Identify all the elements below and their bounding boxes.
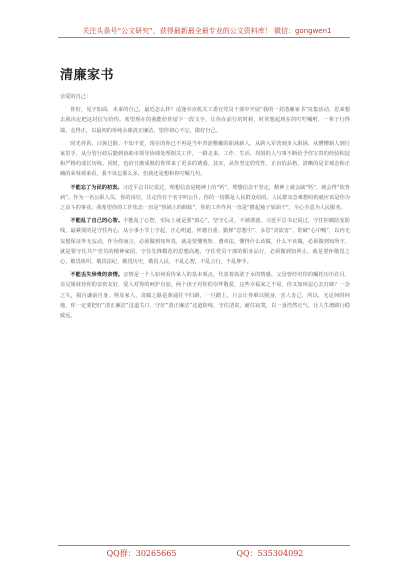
paragraph-text: 时光荏苒，白驹过隙。不知不觉，现在的你已不再是当年青涩稚嫩的职场新人，从跨入军营到步入职场，从懵懵新人到行家里手，从分管行政后勤到协助市领导协调处理相关工作，一路走来，工作、生活、周围的人与事不断给予你宝贵的经验积淀和严格的成长历练，同时，也给日渐成熟的你带来了更多的诱惑。其实，从你坚定的党性、正直的品格、清晰的是非观念和正确的荣辱观来看，我不该忘那么多，但我还是想和你叮嘱几句。 (60, 140, 350, 178)
paragraph-1 (60, 105, 350, 136)
paragraph-lead: 不能忘了为民的初衷。 (70, 184, 123, 191)
header-divider (58, 37, 350, 38)
footer-qq-group: QQ群：30265665 (106, 549, 177, 558)
paragraph-2 (60, 139, 350, 180)
paragraph-5 (60, 270, 350, 321)
paragraph-lead: 不能乱了自己的心智。 (70, 218, 124, 225)
footer-qq: QQ：535304092 (236, 549, 304, 558)
footer (60, 549, 350, 559)
paragraph-4 (60, 216, 350, 267)
paragraph-text: 亲情是一个人如何看待家人的基本观点，代表着血浓于水的情感。父母曾经对你的嘱托历历在目，亲兄姐妹待你的亲密友好，爱人对你的呵护有加，两个孩子对你的崇拜敬爱，这些幸福来之不易，你又如何忍心去打破？一念之失，损自谦前自身，殃及家人，贪腐之路是条通往不归路，一旦踏上，只会让你难以脱身，害人害己，所以，无论何时何地，你一定要把好“清正廉洁”这道关口，守好“清正廉洁”这道防线，守住清贫，耐住寂寞，以一身浩然正气，让人生谱路行稳致远。 (60, 272, 350, 320)
salutation: 亲爱的自己： (60, 94, 92, 100)
paragraph-text: 习近平总书记说过，理想信念是精神上的“钙”，理想信念不坚定，精神上就会缺“钙”，就会得“软骨病”。作为一名公职人员，你的岗位，注定你有个名字叫公仆，你的一切都是人民群众给的。人民群众急难愁盼的就应该是你为之奋斗的事业。我希望你的工作状态一直是“热锅上的蚂蚁”，你的工作作风一直是“撸起袖子加油干”，全心全意为人民服务。 (60, 184, 350, 212)
document-body (60, 92, 350, 324)
footer-divider (58, 545, 350, 546)
paragraph-text: 不能乱了心智，实际上就是要“慎心”，坚守心灵，不被诱惑。习近平总书记说过，守住拒腐防变防线，最紧要的是守住内心，从小事小节上守起，正心明道，怀德自重。勤掸“思想尘”、多思“贪欲害”、常破“心中贼”，以内无妄想保证外无妄动。作为你而言，必须做到知所畏，就是要懂规矩、遵章法，懂得什么该做，什么不该做，必须做到知所守，就是要守住共产党员的精神家园，守住先锋模范的思想高地，守住党员干部的职业品行，必须做到知所止，就是要怀敬畏之心，敬畏组织，敬畏法纪，敬畏历史，敬畏人民，不乱心智，不乱言行，不乱伸手。 (60, 218, 350, 266)
header-banner: 关注头条号“公文研究”，获得最新最全最专业的公文资料库！ 微信：gongwen1 (82, 27, 332, 35)
paragraph-lead: 不能丢失珍贵的亲情。 (70, 272, 124, 279)
paragraph-3 (60, 183, 350, 214)
page-title: 清廉家书 (60, 68, 115, 83)
paragraph-text: 你好，见字如面。未来的自己，最近怎么样？适逢市直机关工委在党员干部中开展“我的一封清廉家书”征集活动，思来想去我决定把这封信写给你。希望现在的我能给你留下一段文字，让你在前行的时候，时常想起现在的叮咛嘱咐，一辈子行得端、走得正，以最初的单纯永葆清正廉洁，望你初心不忘，做好自己。 (60, 107, 350, 134)
